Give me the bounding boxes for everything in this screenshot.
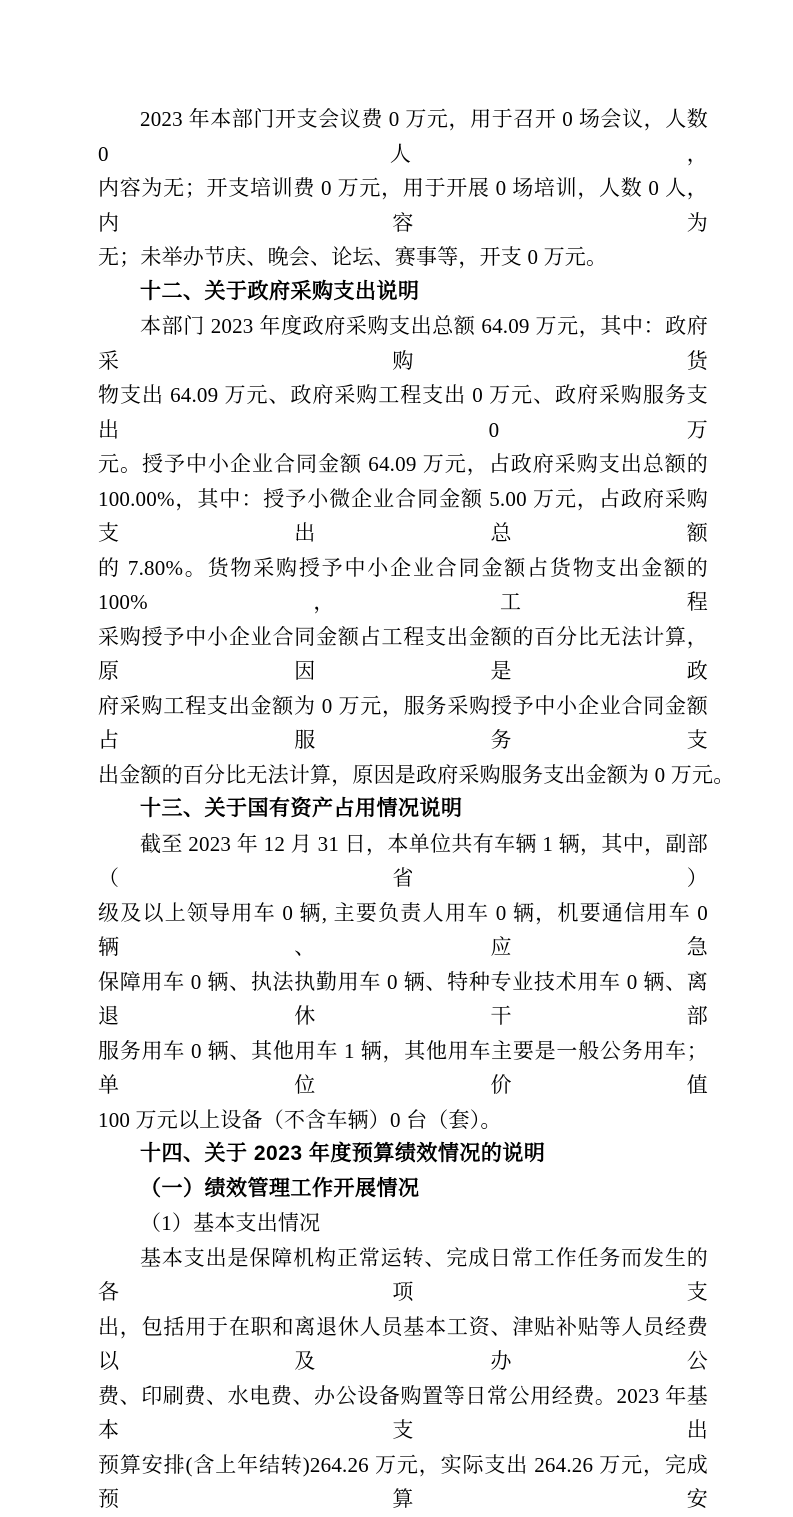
paragraph-line: 无；未举办节庆、晚会、论坛、赛事等，开支 0 万元。 xyxy=(98,245,608,269)
section-13-heading xyxy=(98,792,708,827)
paragraph-line: 服务用车 0 辆、其他用车 1 辆，其他用车主要是一般公务用车；单位价值 xyxy=(98,1038,708,1097)
paragraph-line: 基本支出是保障机构正常运转、完成日常工作任务而发生的各项支 xyxy=(98,1245,708,1304)
paragraph-line: 费、印刷费、水电费、办公设备购置等日常公用经费。2023 年基本支出 xyxy=(98,1383,708,1442)
paragraph-line: 保障用车 0 辆、执法执勤用车 0 辆、特种专业技术用车 0 辆、离退休干部 xyxy=(98,969,708,1028)
paragraph-line: 100.00%，其中：授予小微企业合同金额 5.00 万元，占政府采购支出总额 xyxy=(98,486,708,545)
document-content xyxy=(98,102,735,1517)
paragraph-line: 截至 2023 年 12 月 31 日，本单位共有车辆 1 辆，其中，副部（省） xyxy=(98,831,708,890)
meeting-training-expense-paragraph xyxy=(98,102,708,275)
basic-expenditure-paragraph xyxy=(98,1241,708,1517)
section-12-heading xyxy=(98,275,708,310)
section-heading-line: 十四、关于 2023 年度预算绩效情况的说明 xyxy=(140,1142,546,1165)
paragraph-line: 2023 年本部门开支会议费 0 万元，用于召开 0 场会议，人数 0 人， xyxy=(98,107,708,166)
section-heading-line: （一）绩效管理工作开展情况 xyxy=(140,1176,420,1200)
paragraph-line: （1）基本支出情况 xyxy=(140,1211,321,1235)
section-heading-line: 十二、关于政府采购支出说明 xyxy=(140,279,420,303)
item-1-basic-expenditure-subheading xyxy=(98,1206,708,1241)
paragraph-line: 出，包括用于在职和离退休人员基本工资、津贴补贴等人员经费以及办公 xyxy=(98,1314,708,1373)
state-assets-paragraph xyxy=(98,827,708,1138)
government-procurement-paragraph xyxy=(98,309,735,792)
paragraph-line: 100 万元以上设备（不含车辆）0 台（套）。 xyxy=(98,1107,502,1132)
paragraph-line: 级及以上领导用车 0 辆, 主要负责人用车 0 辆，机要通信用车 0 辆、应急 xyxy=(98,900,708,959)
paragraph-line: 出金额的百分比无法计算，原因是政府采购服务支出金额为 0 万元。 xyxy=(98,762,735,787)
paragraph-line: 预算安排(含上年结转)264.26 万元，实际支出 264.26 万元，完成预算安 xyxy=(98,1452,708,1511)
paragraph-line: 元。授予中小企业合同金额 64.09 万元，占政府采购支出总额的 xyxy=(98,452,708,476)
paragraph-line: 本部门 2023 年度政府采购支出总额 64.09 万元，其中：政府采购货 xyxy=(98,314,708,373)
section-14-heading xyxy=(98,1137,708,1172)
paragraph-line: 采购授予中小企业合同金额占工程支出金额的百分比无法计算，原因是政 xyxy=(98,624,708,683)
section-heading-line: 十三、关于国有资产占用情况说明 xyxy=(140,797,463,820)
paragraph-line: 内容为无；开支培训费 0 万元，用于开展 0 场培训，人数 0 人，内容为 xyxy=(98,176,708,235)
paragraph-line: 府采购工程支出金额为 0 万元，服务采购授予中小企业合同金额占服务支 xyxy=(98,693,708,752)
subsection-1-performance-heading xyxy=(98,1172,708,1207)
paragraph-line: 物支出 64.09 万元、政府采购工程支出 0 万元、政府采购服务支出 0 万 xyxy=(98,383,708,442)
paragraph-line: 的 7.80%。货物采购授予中小企业合同金额占货物支出金额的 100%，工程 xyxy=(98,555,708,614)
